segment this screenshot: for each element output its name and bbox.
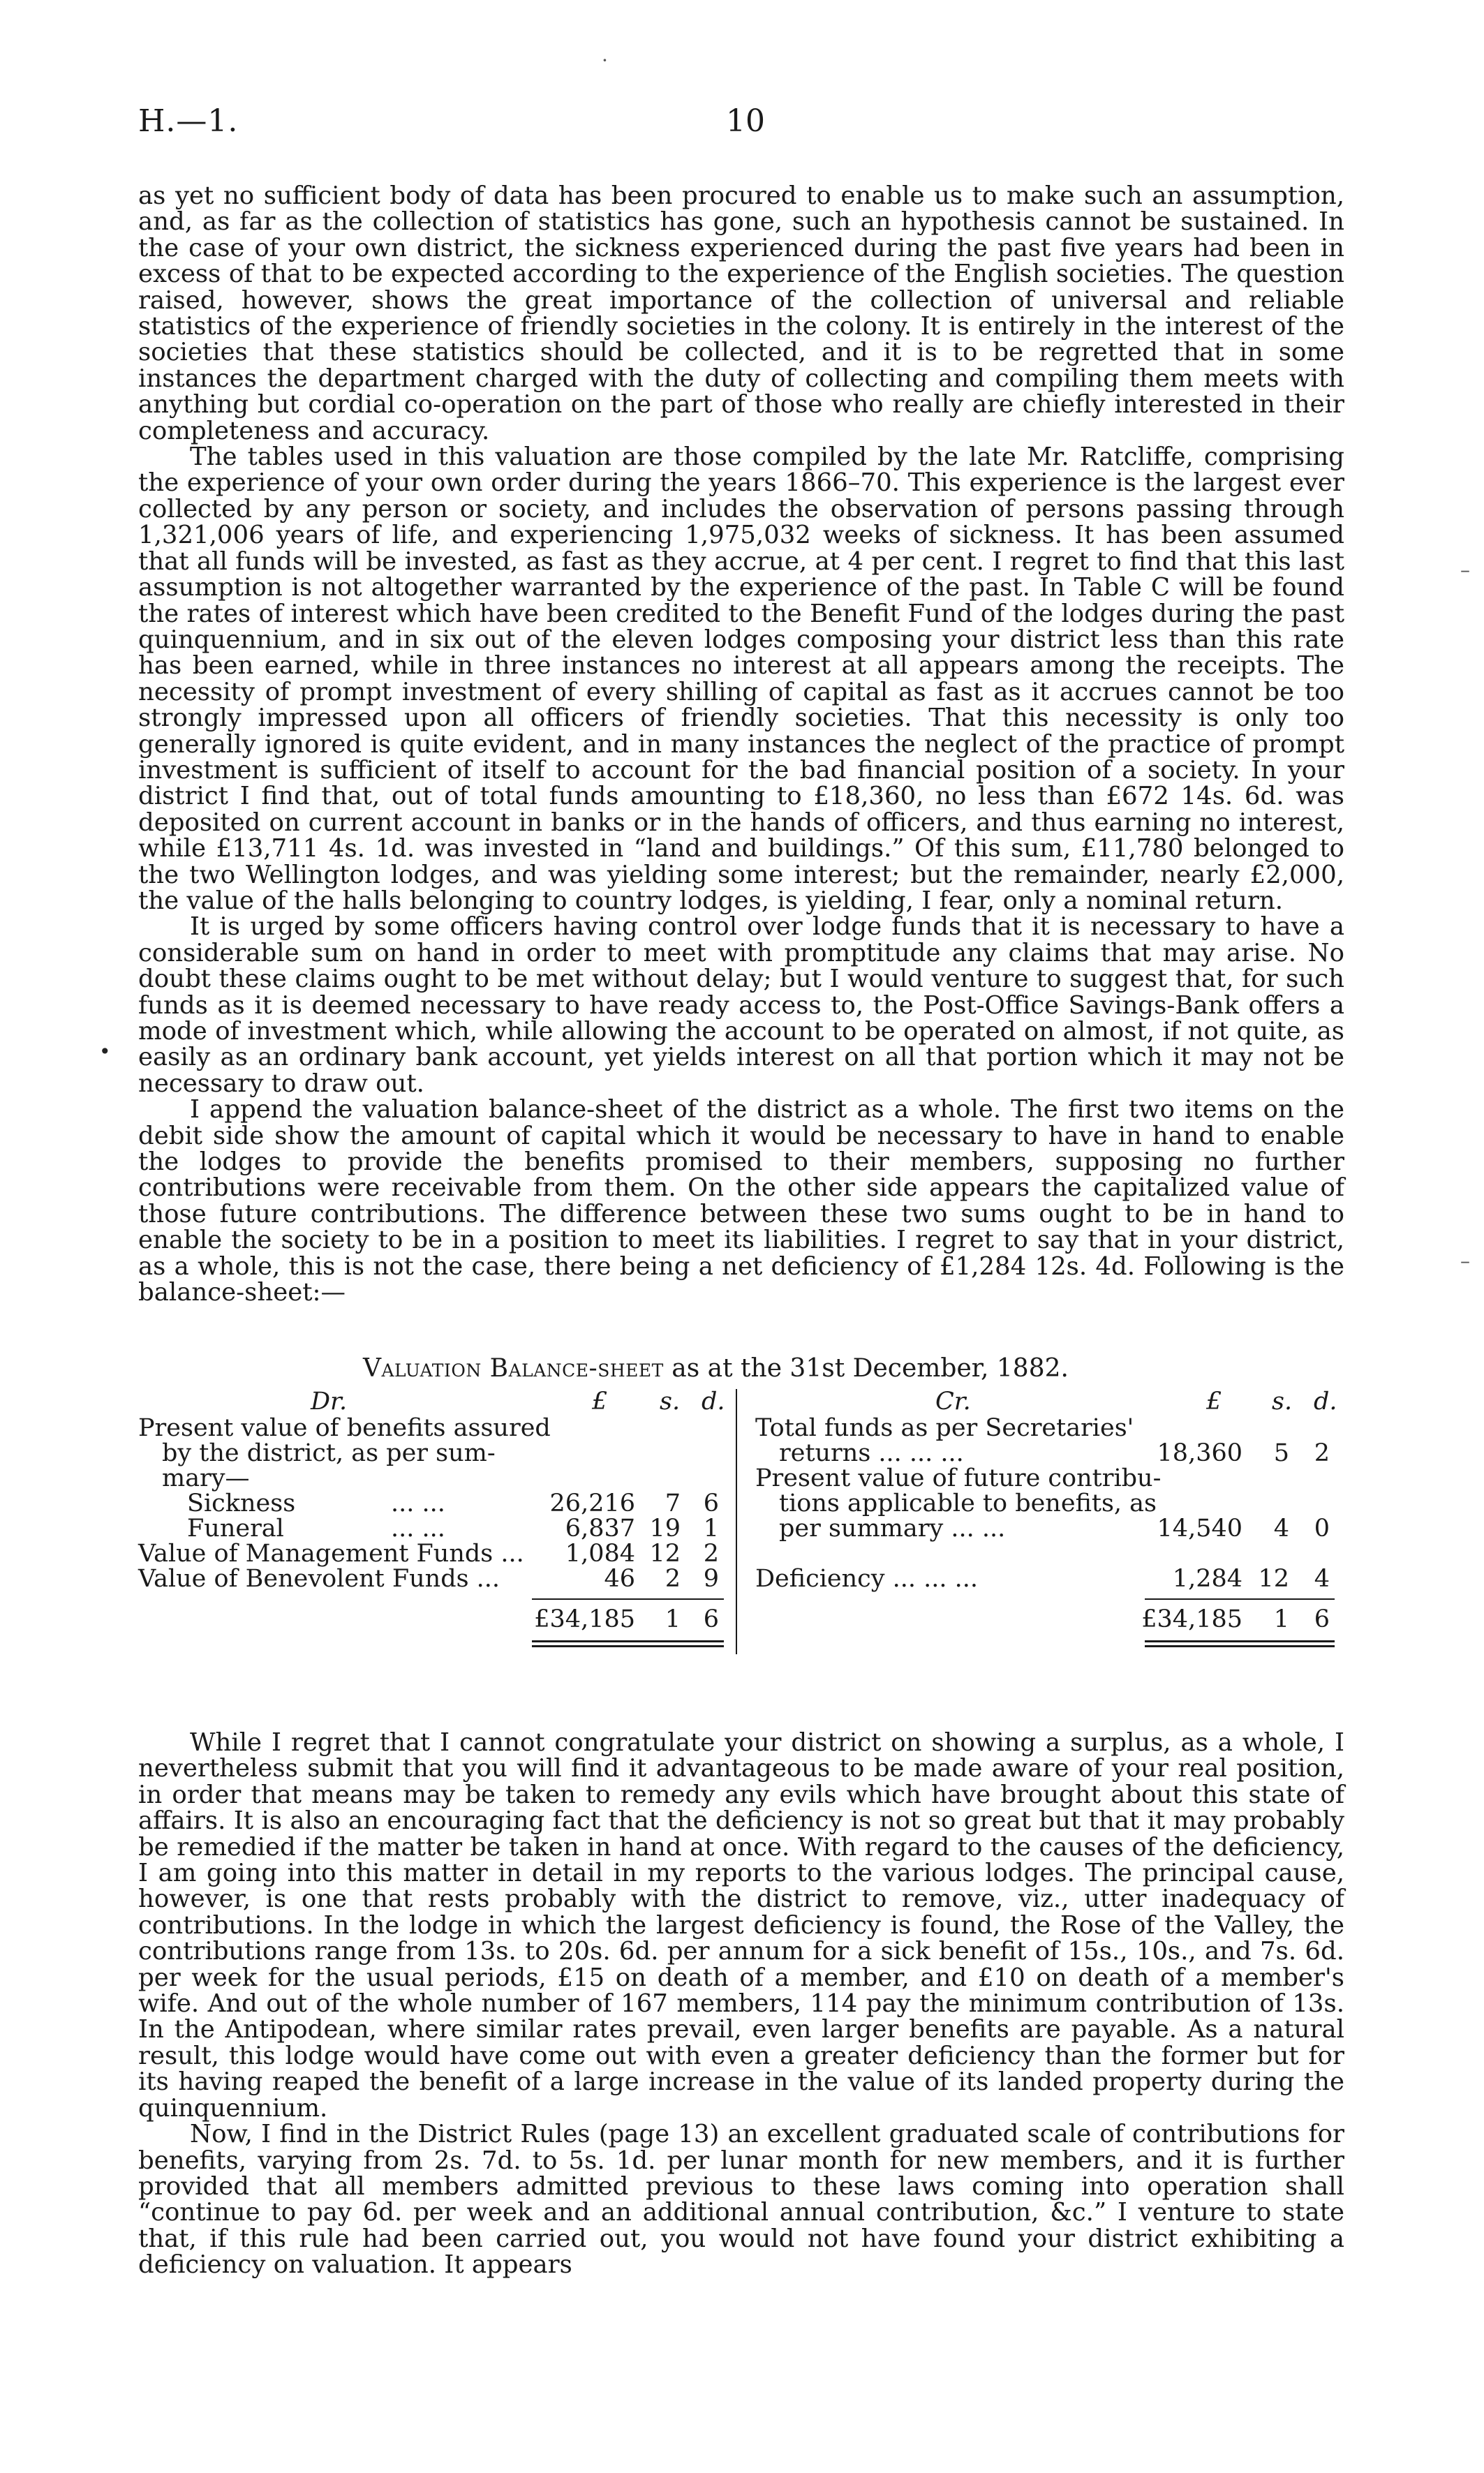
debit-intro-line-3: mary— bbox=[162, 1464, 250, 1492]
page-number: 10 bbox=[726, 103, 765, 139]
debit-sickness-shillings: 7 bbox=[665, 1490, 681, 1517]
margin-dash-2: – bbox=[1460, 1249, 1470, 1272]
paragraph-1: as yet no sufficient body of data has been procured to enable us to make such an assumption, and, as far as the collection of statistics has gone, such an hypothesis cannot be sustained. In the case of your own district, the sickness experienced during the past five years had been in excess of that to be expected according to the experience of the English societies. The question raised, however, shows the great importance of the collection of universal and reliable statistics of the experience of friendly societies in the colony. It is entirely in the interest of the societies that these statistics should be collected, and it is to be regretted that in some instances the department charged with the duty of collecting and compiling them meets with anything but cordial co-operation on the part of those who really are chiefly interested in their completeness and accuracy. bbox=[138, 181, 1344, 445]
balance-sheet-title-date: as at the 31st December, 1882. bbox=[671, 1354, 1069, 1383]
margin-dot: • bbox=[99, 1040, 111, 1063]
credit-total-pounds: £34,185 bbox=[1141, 1605, 1242, 1633]
debit-col-pounds: £ bbox=[592, 1388, 608, 1416]
credit-total-pence: 6 bbox=[1314, 1605, 1330, 1633]
debit-funeral-label: Funeral bbox=[187, 1515, 284, 1543]
credit-deficiency-pounds: 1,284 bbox=[1172, 1565, 1242, 1593]
credit-funds-pence: 2 bbox=[1314, 1439, 1330, 1467]
debit-funeral-shillings: 19 bbox=[649, 1515, 681, 1543]
debit-management-label: Value of Management Funds ... bbox=[138, 1540, 524, 1568]
running-head: H.—1. bbox=[138, 103, 239, 139]
debit-management-pounds: 1,084 bbox=[565, 1540, 635, 1568]
credit-contrib-line-1: Present value of future contribu- bbox=[755, 1464, 1162, 1492]
balance-sheet-title-caps: Valuation Balance-sheet bbox=[363, 1354, 664, 1383]
credit-funds-line-2: returns ... ... ... bbox=[779, 1439, 964, 1467]
paragraph-4: I append the valuation balance-sheet of the district as a whole. The first two items on the debit side show the amount of capital which it would be necessary to have in hand to enable the lodges to provide the benefits promised to their members, supposing no further contributions were receivable from them. On the other side appears the capitalized value of those future contributions. The difference between these two sums ought to be in hand to enable the society to be in a position to meet its liabilities. I regret to say that in your district, as a whole, this is not the case, there being a net deficiency of £1,284 12s. 4d. Following is the balance-sheet:— bbox=[138, 1095, 1344, 1307]
credit-deficiency-shillings: 12 bbox=[1258, 1565, 1289, 1593]
debit-management-shillings: 12 bbox=[649, 1540, 681, 1568]
debit-benevolent-shillings: 2 bbox=[665, 1565, 681, 1593]
margin-dash-1: – bbox=[1460, 558, 1470, 581]
credit-funds-shillings: 5 bbox=[1273, 1439, 1289, 1467]
debit-intro-line-1: Present value of benefits assured bbox=[138, 1414, 551, 1442]
debit-benevolent-label: Value of Benevolent Funds ... bbox=[138, 1565, 500, 1593]
debit-total-shillings: 1 bbox=[665, 1605, 681, 1633]
paragraph-2: The tables used in this valuation are those compiled by the late Mr. Ratcliffe, comprising the experience of your own order during the years 1866–70. This experience is the largest ever collected by any person or society, and includes the observation of persons passing through 1,321,006 years of life, and experiencing 1,975,032 weeks of sickness. It has been assumed that all funds will be invested, as fast as they accrue, at 4 per cent. I regret to find that this last assumption is not altogether warranted by the experience of the past. In Table C will be found the rates of interest which have been credited to the Benefit Fund of the lodges during the past quinquennium, and in six out of the eleven lodges composing your district less than this rate has been earned, while in three instances no interest at all appears among the receipts. The necessity of prompt investment of every shilling of capital as fast as it accrues cannot be too strongly impressed upon all officers of friendly societies. That this necessity is only too generally ignored is quite evident, and in many instances the neglect of the practice of prompt investment is sufficient of itself to account for the bad financial position of a society. In your district I find that, out of total funds amounting to £18,360, no less than £672 14s. 6d. was deposited on current account in banks or in the hands of officers, and thus earning no interest, while £13,711 4s. 1d. was invested in “land and buildings.” Of this sum, £11,780 belonged to the two Wellington lodges, and was yielding some interest; but the remainder, nearly £2,000, the value of the halls belonging to country lodges, is yielding, I fear, only a nominal return. bbox=[138, 443, 1344, 915]
body-text-bottom bbox=[138, 1730, 1344, 2278]
debit-sum-rule bbox=[532, 1598, 724, 1600]
debit-benevolent-pence: 9 bbox=[703, 1565, 719, 1593]
credit-double-rule-1 bbox=[1145, 1640, 1335, 1642]
credit-heading: Cr. bbox=[935, 1388, 971, 1416]
credit-deficiency-label: Deficiency ... ... ... bbox=[755, 1565, 979, 1593]
balance-sheet-divider bbox=[736, 1389, 737, 1654]
debit-sickness-label: Sickness bbox=[187, 1490, 296, 1517]
credit-double-rule-2 bbox=[1145, 1645, 1335, 1647]
paragraph-5: While I regret that I cannot congratulate your district on showing a surplus, as a whole, I nevertheless submit that you will find it advantageous to be made aware of your real position, in order that means may be taken to remedy any evils which have brought about this state of affairs. It is also an encouraging fact that the deficiency is not so great but that it may probably be remedied if the matter be taken in hand at once. With regard to the causes of the deficiency, I am going into this matter in detail in my reports to the various lodges. The principal cause, however, is one that rests probably with the district to remove, viz., utter inadequacy of contributions. In the lodge in which the largest deficiency is found, the Rose of the Valley, the contributions range from 13s. to 20s. 6d. per annum for a sick benefit of 15s., 10s., and 7s. 6d. per week for the usual periods, £15 on death of a member, and £10 on death of a member's wife. And out of the whole number of 167 members, 114 pay the minimum contribution of 13s. In the Antipodean, where similar rates prevail, even larger benefits are payable. As a natural result, this lodge would have come out with even a greater deficiency than the former but for its having reaped the benefit of a large increase in the value of its landed property during the quinquennium. bbox=[138, 1728, 1344, 2123]
paragraph-6: Now, I find in the District Rules (page 13) an excellent graduated scale of contributions for benefits, varying from 2s. 7d. to 5s. 1d. per lunar month for new members, and it is further provided that all members admitted previous to these laws coming into operation shall “continue to pay 6d. per week and an additional annual contribution, &c.” I venture to state that, if this rule had been carried out, you would not have found your district exhibiting a deficiency on valuation. It appears bbox=[138, 2120, 1344, 2280]
credit-col-shillings: s. bbox=[1272, 1388, 1293, 1416]
debit-funeral-pounds: 6,837 bbox=[565, 1515, 635, 1543]
debit-management-pence: 2 bbox=[703, 1540, 719, 1568]
debit-total-pounds: £34,185 bbox=[534, 1605, 635, 1633]
credit-contrib-line-3: per summary ... ... bbox=[779, 1515, 1006, 1543]
body-text-top bbox=[138, 183, 1344, 1305]
debit-sickness-dots: ... ... bbox=[391, 1490, 445, 1517]
debit-intro-line-2: by the district, as per sum- bbox=[162, 1439, 496, 1467]
debit-benevolent-pounds: 46 bbox=[604, 1565, 635, 1593]
balance-sheet-title bbox=[363, 1354, 1069, 1383]
margin-speck: · bbox=[602, 49, 608, 72]
credit-col-pounds: £ bbox=[1206, 1388, 1222, 1416]
debit-funeral-dots: ... ... bbox=[391, 1515, 445, 1543]
credit-total-shillings: 1 bbox=[1273, 1605, 1289, 1633]
debit-sickness-pounds: 26,216 bbox=[549, 1490, 635, 1517]
debit-total-pence: 6 bbox=[703, 1605, 719, 1633]
paragraph-3: It is urged by some officers having control over lodge funds that it is necessary to have a considerable sum on hand in order to meet with promptitude any claims that may arise. No doubt these claims ought to be met without delay; but I would venture to suggest that, for such funds as it is deemed necessary to have ready access to, the Post-Office Savings-Bank offers a mode of investment which, while allowing the account to be operated on almost, if not quite, as easily as an ordinary bank account, yet yields interest on all that portion which it may not be necessary to draw out. bbox=[138, 912, 1344, 1098]
credit-deficiency-pence: 4 bbox=[1314, 1565, 1330, 1593]
credit-sum-rule bbox=[1145, 1598, 1335, 1600]
debit-sickness-pence: 6 bbox=[703, 1490, 719, 1517]
debit-col-pence: d. bbox=[702, 1388, 725, 1416]
debit-double-rule-2 bbox=[532, 1645, 724, 1647]
debit-funeral-pence: 1 bbox=[703, 1515, 719, 1543]
debit-double-rule-1 bbox=[532, 1640, 724, 1642]
credit-contrib-pence: 0 bbox=[1314, 1515, 1330, 1543]
credit-contrib-shillings: 4 bbox=[1273, 1515, 1289, 1543]
debit-heading: Dr. bbox=[311, 1388, 348, 1416]
credit-funds-line-1: Total funds as per Secretaries' bbox=[755, 1414, 1134, 1442]
credit-funds-pounds: 18,360 bbox=[1157, 1439, 1242, 1467]
credit-col-pence: d. bbox=[1314, 1388, 1337, 1416]
debit-col-shillings: s. bbox=[660, 1388, 681, 1416]
credit-contrib-line-2: tions applicable to benefits, as bbox=[779, 1490, 1157, 1517]
credit-contrib-pounds: 14,540 bbox=[1157, 1515, 1242, 1543]
